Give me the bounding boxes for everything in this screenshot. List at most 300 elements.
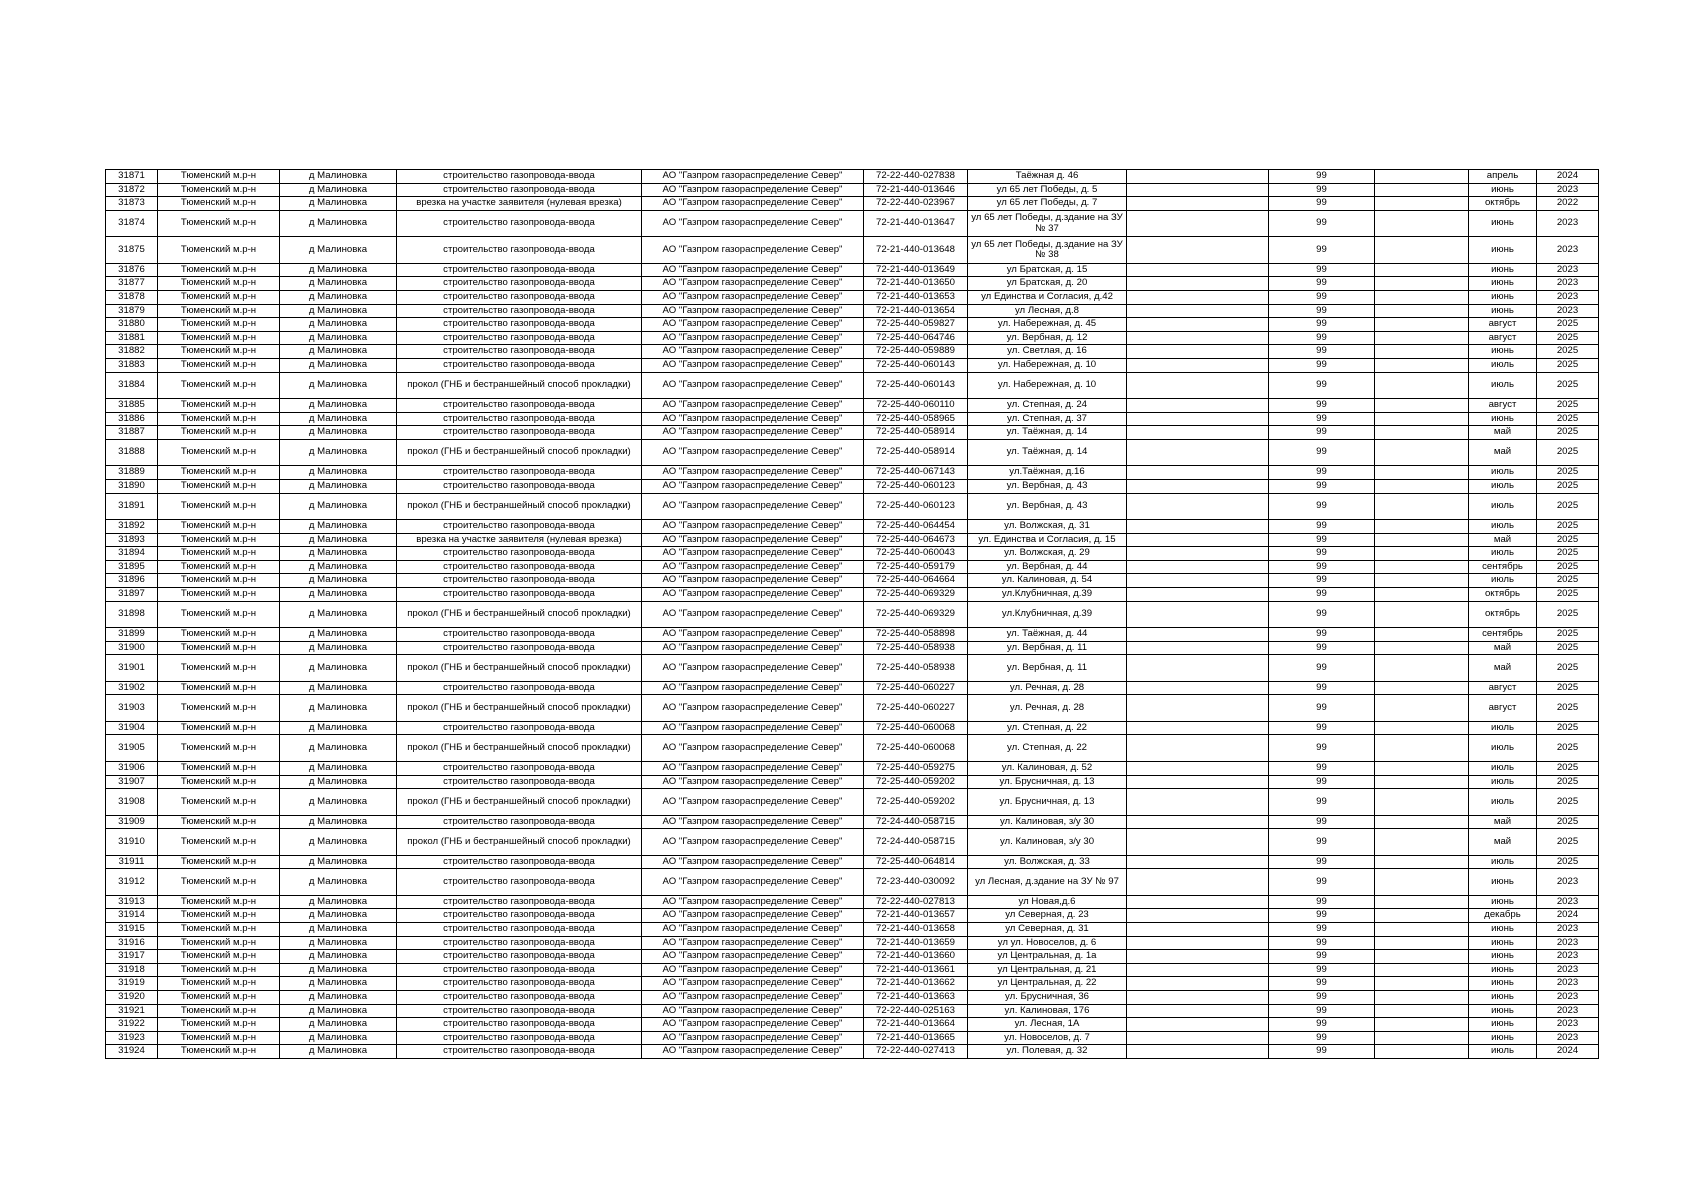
organization-cell: АО "Газпром газораспределение Север" bbox=[642, 426, 864, 440]
district-cell: Тюменский м.р-н bbox=[158, 963, 280, 977]
work-type-cell: прокол (ГНБ и бестраншейный способ прокладки) bbox=[397, 829, 642, 856]
work-type-cell: строительство газопровода-ввода bbox=[397, 237, 642, 264]
table-row bbox=[106, 170, 1599, 184]
district-cell: Тюменский м.р-н bbox=[158, 412, 280, 426]
district-cell: Тюменский м.р-н bbox=[158, 304, 280, 318]
empty-col-2-cell bbox=[1375, 977, 1469, 991]
locality-cell: д Малиновка bbox=[280, 183, 397, 197]
locality-cell: д Малиновка bbox=[280, 372, 397, 399]
empty-col-2-cell bbox=[1375, 547, 1469, 561]
application-number-cell: 72-25-440-060110 bbox=[864, 399, 968, 413]
locality-cell: д Малиновка bbox=[280, 277, 397, 291]
application-number-cell: 72-25-440-064664 bbox=[864, 574, 968, 588]
application-number-cell: 72-21-440-013660 bbox=[864, 950, 968, 964]
district-cell: Тюменский м.р-н bbox=[158, 574, 280, 588]
empty-col-2-cell bbox=[1375, 601, 1469, 628]
year-cell: 2024 bbox=[1537, 170, 1599, 184]
table-row bbox=[106, 560, 1599, 574]
empty-col-cell bbox=[1127, 170, 1269, 184]
value-cell: 99 bbox=[1269, 923, 1375, 937]
table-row bbox=[106, 775, 1599, 789]
empty-col-2-cell bbox=[1375, 304, 1469, 318]
month-cell: июль bbox=[1469, 735, 1537, 762]
empty-col-2-cell bbox=[1375, 479, 1469, 493]
work-type-cell: прокол (ГНБ и бестраншейный способ прокладки) bbox=[397, 789, 642, 816]
address-cell: ул Лесная, д.здание на ЗУ № 97 bbox=[968, 869, 1127, 896]
row-number-cell: 31897 bbox=[106, 587, 158, 601]
month-cell: август bbox=[1469, 681, 1537, 695]
value-cell: 99 bbox=[1269, 533, 1375, 547]
value-cell: 99 bbox=[1269, 990, 1375, 1004]
work-type-cell: строительство газопровода-ввода bbox=[397, 426, 642, 440]
empty-col-cell bbox=[1127, 210, 1269, 237]
work-type-cell: строительство газопровода-ввода bbox=[397, 560, 642, 574]
address-cell: ул. Волжская, д. 29 bbox=[968, 547, 1127, 561]
row-number-cell: 31875 bbox=[106, 237, 158, 264]
year-cell: 2023 bbox=[1537, 977, 1599, 991]
row-number-cell: 31918 bbox=[106, 963, 158, 977]
address-cell: ул. Вербная, д. 43 bbox=[968, 493, 1127, 520]
year-cell: 2025 bbox=[1537, 479, 1599, 493]
district-cell: Тюменский м.р-н bbox=[158, 210, 280, 237]
value-cell: 99 bbox=[1269, 263, 1375, 277]
empty-col-cell bbox=[1127, 990, 1269, 1004]
empty-col-cell bbox=[1127, 655, 1269, 682]
registry-table bbox=[105, 169, 1599, 1059]
value-cell: 99 bbox=[1269, 587, 1375, 601]
row-number-cell: 31882 bbox=[106, 345, 158, 359]
district-cell: Тюменский м.р-н bbox=[158, 936, 280, 950]
application-number-cell: 72-25-440-060143 bbox=[864, 372, 968, 399]
year-cell: 2025 bbox=[1537, 412, 1599, 426]
row-number-cell: 31917 bbox=[106, 950, 158, 964]
row-number-cell: 31871 bbox=[106, 170, 158, 184]
year-cell: 2023 bbox=[1537, 895, 1599, 909]
address-cell: ул. Вербная, д. 11 bbox=[968, 655, 1127, 682]
value-cell: 99 bbox=[1269, 290, 1375, 304]
empty-col-cell bbox=[1127, 331, 1269, 345]
work-type-cell: строительство газопровода-ввода bbox=[397, 909, 642, 923]
application-number-cell: 72-21-440-013650 bbox=[864, 277, 968, 291]
organization-cell: АО "Газпром газораспределение Север" bbox=[642, 950, 864, 964]
empty-col-2-cell bbox=[1375, 895, 1469, 909]
year-cell: 2023 bbox=[1537, 923, 1599, 937]
empty-col-cell bbox=[1127, 761, 1269, 775]
row-number-cell: 31883 bbox=[106, 358, 158, 372]
empty-col-2-cell bbox=[1375, 290, 1469, 304]
table-row bbox=[106, 721, 1599, 735]
address-cell: ул. Брусничная, д. 13 bbox=[968, 789, 1127, 816]
year-cell: 2025 bbox=[1537, 574, 1599, 588]
application-number-cell: 72-25-440-060068 bbox=[864, 721, 968, 735]
work-type-cell: строительство газопровода-ввода bbox=[397, 950, 642, 964]
table-row bbox=[106, 1018, 1599, 1032]
address-cell: ул. Речная, д. 28 bbox=[968, 695, 1127, 722]
organization-cell: АО "Газпром газораспределение Север" bbox=[642, 695, 864, 722]
empty-col-2-cell bbox=[1375, 318, 1469, 332]
empty-col-cell bbox=[1127, 775, 1269, 789]
district-cell: Тюменский м.р-н bbox=[158, 628, 280, 642]
work-type-cell: прокол (ГНБ и бестраншейный способ прокладки) bbox=[397, 655, 642, 682]
year-cell: 2023 bbox=[1537, 290, 1599, 304]
district-cell: Тюменский м.р-н bbox=[158, 923, 280, 937]
value-cell: 99 bbox=[1269, 628, 1375, 642]
application-number-cell: 72-21-440-013654 bbox=[864, 304, 968, 318]
address-cell: ул. Волжская, д. 33 bbox=[968, 855, 1127, 869]
row-number-cell: 31900 bbox=[106, 641, 158, 655]
month-cell: июль bbox=[1469, 466, 1537, 480]
district-cell: Тюменский м.р-н bbox=[158, 466, 280, 480]
organization-cell: АО "Газпром газораспределение Север" bbox=[642, 331, 864, 345]
value-cell: 99 bbox=[1269, 601, 1375, 628]
address-cell: ул Братская, д. 15 bbox=[968, 263, 1127, 277]
table-row bbox=[106, 263, 1599, 277]
empty-col-cell bbox=[1127, 426, 1269, 440]
row-number-cell: 31905 bbox=[106, 735, 158, 762]
empty-col-2-cell bbox=[1375, 855, 1469, 869]
locality-cell: д Малиновка bbox=[280, 331, 397, 345]
empty-col-cell bbox=[1127, 628, 1269, 642]
address-cell: ул.Клубничная, д.39 bbox=[968, 587, 1127, 601]
empty-col-cell bbox=[1127, 923, 1269, 937]
work-type-cell: прокол (ГНБ и бестраншейный способ прокладки) bbox=[397, 601, 642, 628]
table-row bbox=[106, 869, 1599, 896]
work-type-cell: строительство газопровода-ввода bbox=[397, 963, 642, 977]
value-cell: 99 bbox=[1269, 520, 1375, 534]
locality-cell: д Малиновка bbox=[280, 721, 397, 735]
organization-cell: АО "Газпром газораспределение Север" bbox=[642, 990, 864, 1004]
work-type-cell: строительство газопровода-ввода bbox=[397, 331, 642, 345]
value-cell: 99 bbox=[1269, 318, 1375, 332]
row-number-cell: 31895 bbox=[106, 560, 158, 574]
locality-cell: д Малиновка bbox=[280, 789, 397, 816]
value-cell: 99 bbox=[1269, 345, 1375, 359]
value-cell: 99 bbox=[1269, 735, 1375, 762]
month-cell: июль bbox=[1469, 574, 1537, 588]
value-cell: 99 bbox=[1269, 681, 1375, 695]
district-cell: Тюменский м.р-н bbox=[158, 1018, 280, 1032]
table-row bbox=[106, 695, 1599, 722]
month-cell: декабрь bbox=[1469, 909, 1537, 923]
locality-cell: д Малиновка bbox=[280, 923, 397, 937]
table-row bbox=[106, 520, 1599, 534]
work-type-cell: строительство газопровода-ввода bbox=[397, 263, 642, 277]
work-type-cell: прокол (ГНБ и бестраншейный способ прокладки) bbox=[397, 493, 642, 520]
application-number-cell: 72-22-440-025163 bbox=[864, 1004, 968, 1018]
application-number-cell: 72-25-440-059827 bbox=[864, 318, 968, 332]
locality-cell: д Малиновка bbox=[280, 345, 397, 359]
organization-cell: АО "Газпром газораспределение Север" bbox=[642, 197, 864, 211]
value-cell: 99 bbox=[1269, 574, 1375, 588]
application-number-cell: 72-25-440-059202 bbox=[864, 789, 968, 816]
empty-col-cell bbox=[1127, 493, 1269, 520]
table-row bbox=[106, 290, 1599, 304]
empty-col-2-cell bbox=[1375, 331, 1469, 345]
row-number-cell: 31912 bbox=[106, 869, 158, 896]
table-row bbox=[106, 304, 1599, 318]
value-cell: 99 bbox=[1269, 466, 1375, 480]
year-cell: 2023 bbox=[1537, 963, 1599, 977]
application-number-cell: 72-25-440-058938 bbox=[864, 641, 968, 655]
empty-col-2-cell bbox=[1375, 775, 1469, 789]
empty-col-2-cell bbox=[1375, 655, 1469, 682]
empty-col-2-cell bbox=[1375, 277, 1469, 291]
empty-col-cell bbox=[1127, 855, 1269, 869]
district-cell: Тюменский м.р-н bbox=[158, 399, 280, 413]
district-cell: Тюменский м.р-н bbox=[158, 1004, 280, 1018]
organization-cell: АО "Газпром газораспределение Север" bbox=[642, 641, 864, 655]
organization-cell: АО "Газпром газораспределение Север" bbox=[642, 936, 864, 950]
empty-col-2-cell bbox=[1375, 345, 1469, 359]
district-cell: Тюменский м.р-н bbox=[158, 681, 280, 695]
row-number-cell: 31888 bbox=[106, 439, 158, 466]
empty-col-cell bbox=[1127, 237, 1269, 264]
application-number-cell: 72-21-440-013646 bbox=[864, 183, 968, 197]
empty-col-2-cell bbox=[1375, 628, 1469, 642]
empty-col-cell bbox=[1127, 1004, 1269, 1018]
value-cell: 99 bbox=[1269, 641, 1375, 655]
address-cell: ул. Таёжная, д. 14 bbox=[968, 426, 1127, 440]
work-type-cell: прокол (ГНБ и бестраншейный способ прокладки) bbox=[397, 372, 642, 399]
address-cell: ул. Новоселов, д. 7 bbox=[968, 1031, 1127, 1045]
address-cell: ул. Набережная, д. 10 bbox=[968, 358, 1127, 372]
value-cell: 99 bbox=[1269, 237, 1375, 264]
address-cell: ул Единства и Согласия, д.42 bbox=[968, 290, 1127, 304]
address-cell: ул Северная, д. 23 bbox=[968, 909, 1127, 923]
address-cell: ул ул. Новоселов, д. 6 bbox=[968, 936, 1127, 950]
work-type-cell: строительство газопровода-ввода bbox=[397, 547, 642, 561]
empty-col-cell bbox=[1127, 1018, 1269, 1032]
organization-cell: АО "Газпром газораспределение Север" bbox=[642, 466, 864, 480]
empty-col-2-cell bbox=[1375, 493, 1469, 520]
value-cell: 99 bbox=[1269, 439, 1375, 466]
district-cell: Тюменский м.р-н bbox=[158, 439, 280, 466]
month-cell: октябрь bbox=[1469, 197, 1537, 211]
locality-cell: д Малиновка bbox=[280, 533, 397, 547]
address-cell: ул. Вербная, д. 12 bbox=[968, 331, 1127, 345]
district-cell: Тюменский м.р-н bbox=[158, 277, 280, 291]
row-number-cell: 31920 bbox=[106, 990, 158, 1004]
value-cell: 99 bbox=[1269, 721, 1375, 735]
empty-col-cell bbox=[1127, 1031, 1269, 1045]
month-cell: июль bbox=[1469, 358, 1537, 372]
empty-col-2-cell bbox=[1375, 197, 1469, 211]
organization-cell: АО "Газпром газораспределение Север" bbox=[642, 587, 864, 601]
value-cell: 99 bbox=[1269, 855, 1375, 869]
row-number-cell: 31877 bbox=[106, 277, 158, 291]
row-number-cell: 31874 bbox=[106, 210, 158, 237]
table-row bbox=[106, 197, 1599, 211]
month-cell: апрель bbox=[1469, 170, 1537, 184]
table-row bbox=[106, 641, 1599, 655]
organization-cell: АО "Газпром газораспределение Север" bbox=[642, 237, 864, 264]
month-cell: июнь bbox=[1469, 210, 1537, 237]
value-cell: 99 bbox=[1269, 789, 1375, 816]
organization-cell: АО "Газпром газораспределение Север" bbox=[642, 628, 864, 642]
table-row bbox=[106, 345, 1599, 359]
value-cell: 99 bbox=[1269, 1045, 1375, 1059]
locality-cell: д Малиновка bbox=[280, 895, 397, 909]
locality-cell: д Малиновка bbox=[280, 735, 397, 762]
month-cell: июль bbox=[1469, 493, 1537, 520]
organization-cell: АО "Газпром газораспределение Север" bbox=[642, 345, 864, 359]
empty-col-cell bbox=[1127, 936, 1269, 950]
table-row bbox=[106, 789, 1599, 816]
district-cell: Тюменский м.р-н bbox=[158, 829, 280, 856]
value-cell: 99 bbox=[1269, 829, 1375, 856]
application-number-cell: 72-22-440-027813 bbox=[864, 895, 968, 909]
table-row bbox=[106, 628, 1599, 642]
locality-cell: д Малиновка bbox=[280, 210, 397, 237]
locality-cell: д Малиновка bbox=[280, 574, 397, 588]
month-cell: май bbox=[1469, 533, 1537, 547]
district-cell: Тюменский м.р-н bbox=[158, 1031, 280, 1045]
district-cell: Тюменский м.р-н bbox=[158, 950, 280, 964]
application-number-cell: 72-25-440-060068 bbox=[864, 735, 968, 762]
row-number-cell: 31881 bbox=[106, 331, 158, 345]
organization-cell: АО "Газпром газораспределение Север" bbox=[642, 263, 864, 277]
row-number-cell: 31890 bbox=[106, 479, 158, 493]
organization-cell: АО "Газпром газораспределение Север" bbox=[642, 358, 864, 372]
table-row bbox=[106, 493, 1599, 520]
district-cell: Тюменский м.р-н bbox=[158, 493, 280, 520]
month-cell: июль bbox=[1469, 721, 1537, 735]
district-cell: Тюменский м.р-н bbox=[158, 290, 280, 304]
year-cell: 2025 bbox=[1537, 560, 1599, 574]
organization-cell: АО "Газпром газораспределение Север" bbox=[642, 533, 864, 547]
month-cell: июнь bbox=[1469, 304, 1537, 318]
year-cell: 2025 bbox=[1537, 439, 1599, 466]
year-cell: 2025 bbox=[1537, 426, 1599, 440]
address-cell: ул.Таёжная, д.16 bbox=[968, 466, 1127, 480]
empty-col-cell bbox=[1127, 789, 1269, 816]
month-cell: май bbox=[1469, 815, 1537, 829]
organization-cell: АО "Газпром газораспределение Север" bbox=[642, 277, 864, 291]
address-cell: ул. Калиновая, з/у 30 bbox=[968, 829, 1127, 856]
address-cell: ул. Светлая, д. 16 bbox=[968, 345, 1127, 359]
empty-col-2-cell bbox=[1375, 909, 1469, 923]
month-cell: июнь bbox=[1469, 345, 1537, 359]
application-number-cell: 72-22-440-027413 bbox=[864, 1045, 968, 1059]
empty-col-2-cell bbox=[1375, 466, 1469, 480]
locality-cell: д Малиновка bbox=[280, 170, 397, 184]
row-number-cell: 31896 bbox=[106, 574, 158, 588]
work-type-cell: прокол (ГНБ и бестраншейный способ прокладки) bbox=[397, 735, 642, 762]
work-type-cell: строительство газопровода-ввода bbox=[397, 1031, 642, 1045]
district-cell: Тюменский м.р-н bbox=[158, 735, 280, 762]
value-cell: 99 bbox=[1269, 372, 1375, 399]
work-type-cell: строительство газопровода-ввода bbox=[397, 520, 642, 534]
organization-cell: АО "Газпром газораспределение Север" bbox=[642, 547, 864, 561]
value-cell: 99 bbox=[1269, 950, 1375, 964]
month-cell: июнь bbox=[1469, 412, 1537, 426]
empty-col-2-cell bbox=[1375, 963, 1469, 977]
locality-cell: д Малиновка bbox=[280, 829, 397, 856]
application-number-cell: 72-21-440-013665 bbox=[864, 1031, 968, 1045]
table-row bbox=[106, 601, 1599, 628]
empty-col-cell bbox=[1127, 815, 1269, 829]
table-row bbox=[106, 761, 1599, 775]
year-cell: 2025 bbox=[1537, 735, 1599, 762]
table-row bbox=[106, 977, 1599, 991]
empty-col-cell bbox=[1127, 829, 1269, 856]
locality-cell: д Малиновка bbox=[280, 761, 397, 775]
year-cell: 2023 bbox=[1537, 277, 1599, 291]
locality-cell: д Малиновка bbox=[280, 815, 397, 829]
application-number-cell: 72-25-440-058938 bbox=[864, 655, 968, 682]
organization-cell: АО "Газпром газораспределение Север" bbox=[642, 775, 864, 789]
year-cell: 2023 bbox=[1537, 304, 1599, 318]
year-cell: 2025 bbox=[1537, 628, 1599, 642]
row-number-cell: 31910 bbox=[106, 829, 158, 856]
empty-col-2-cell bbox=[1375, 1031, 1469, 1045]
application-number-cell: 72-25-440-060123 bbox=[864, 493, 968, 520]
address-cell: ул. Брусничная, 36 bbox=[968, 990, 1127, 1004]
year-cell: 2025 bbox=[1537, 681, 1599, 695]
empty-col-2-cell bbox=[1375, 170, 1469, 184]
work-type-cell: врезка на участке заявителя (нулевая врезка) bbox=[397, 197, 642, 211]
locality-cell: д Малиновка bbox=[280, 399, 397, 413]
year-cell: 2025 bbox=[1537, 547, 1599, 561]
month-cell: октябрь bbox=[1469, 601, 1537, 628]
work-type-cell: строительство газопровода-ввода bbox=[397, 761, 642, 775]
month-cell: июнь bbox=[1469, 290, 1537, 304]
work-type-cell: врезка на участке заявителя (нулевая врезка) bbox=[397, 533, 642, 547]
row-number-cell: 31901 bbox=[106, 655, 158, 682]
year-cell: 2023 bbox=[1537, 1018, 1599, 1032]
work-type-cell: прокол (ГНБ и бестраншейный способ прокладки) bbox=[397, 695, 642, 722]
locality-cell: д Малиновка bbox=[280, 855, 397, 869]
empty-col-2-cell bbox=[1375, 1045, 1469, 1059]
table-row bbox=[106, 318, 1599, 332]
empty-col-2-cell bbox=[1375, 1004, 1469, 1018]
organization-cell: АО "Газпром газораспределение Север" bbox=[642, 520, 864, 534]
year-cell: 2025 bbox=[1537, 399, 1599, 413]
empty-col-2-cell bbox=[1375, 869, 1469, 896]
district-cell: Тюменский м.р-н bbox=[158, 533, 280, 547]
month-cell: июль bbox=[1469, 1045, 1537, 1059]
row-number-cell: 31921 bbox=[106, 1004, 158, 1018]
work-type-cell: строительство газопровода-ввода bbox=[397, 574, 642, 588]
empty-col-cell bbox=[1127, 977, 1269, 991]
locality-cell: д Малиновка bbox=[280, 950, 397, 964]
empty-col-cell bbox=[1127, 183, 1269, 197]
table-row bbox=[106, 681, 1599, 695]
empty-col-2-cell bbox=[1375, 533, 1469, 547]
empty-col-2-cell bbox=[1375, 815, 1469, 829]
empty-col-2-cell bbox=[1375, 237, 1469, 264]
work-type-cell: строительство газопровода-ввода bbox=[397, 318, 642, 332]
row-number-cell: 31893 bbox=[106, 533, 158, 547]
organization-cell: АО "Газпром газораспределение Север" bbox=[642, 574, 864, 588]
locality-cell: д Малиновка bbox=[280, 466, 397, 480]
district-cell: Тюменский м.р-н bbox=[158, 909, 280, 923]
application-number-cell: 72-25-440-064746 bbox=[864, 331, 968, 345]
organization-cell: АО "Газпром газораспределение Север" bbox=[642, 655, 864, 682]
empty-col-2-cell bbox=[1375, 372, 1469, 399]
year-cell: 2023 bbox=[1537, 936, 1599, 950]
value-cell: 99 bbox=[1269, 895, 1375, 909]
empty-col-cell bbox=[1127, 263, 1269, 277]
locality-cell: д Малиновка bbox=[280, 547, 397, 561]
table-row bbox=[106, 895, 1599, 909]
row-number-cell: 31894 bbox=[106, 547, 158, 561]
work-type-cell: строительство газопровода-ввода bbox=[397, 681, 642, 695]
work-type-cell: строительство газопровода-ввода bbox=[397, 923, 642, 937]
address-cell: ул. Калиновая, д. 54 bbox=[968, 574, 1127, 588]
empty-col-cell bbox=[1127, 587, 1269, 601]
locality-cell: д Малиновка bbox=[280, 909, 397, 923]
